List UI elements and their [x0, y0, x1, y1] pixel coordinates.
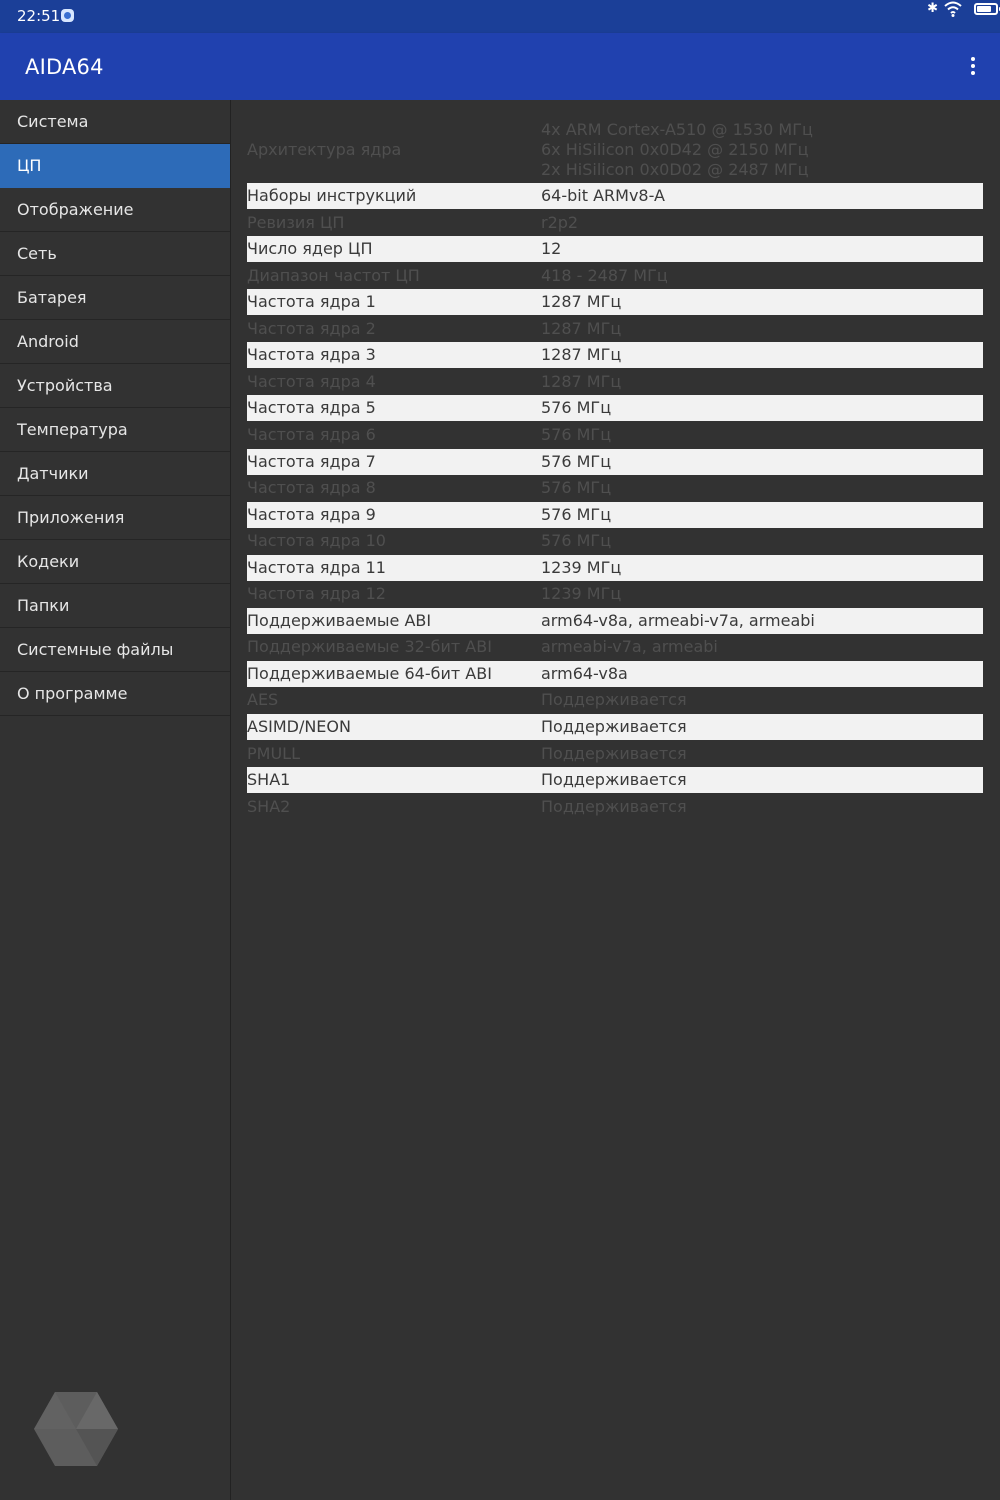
info-row	[247, 263, 983, 289]
sidebar-item-label: Кодеки	[17, 552, 80, 571]
info-row-label: Поддерживаемые 64-бит ABI	[247, 663, 492, 683]
arch-line-3: 2x HiSilicon 0x0D02 @ 2487 МГц	[541, 160, 809, 179]
sidebar-item-label: Батарея	[17, 288, 87, 307]
sidebar-item-label: ЦП	[17, 156, 42, 175]
status-bar	[0, 0, 1000, 33]
info-row-label: Частота ядра 12	[247, 584, 386, 604]
info-row-label: Частота ядра 11	[247, 557, 386, 577]
info-row-label: Ревизия ЦП	[247, 212, 345, 232]
status-time: 22:51	[17, 7, 61, 25]
info-row-value: armeabi-v7a, armeabi	[541, 637, 718, 657]
info-row-value: arm64-v8a, armeabi-v7a, armeabi	[541, 610, 815, 630]
info-row	[247, 502, 983, 528]
sidebar-item[interactable]	[0, 496, 230, 540]
notification-icon	[61, 9, 74, 22]
aida64-logo-icon	[34, 1392, 118, 1466]
arch-label: Архитектура ядра	[247, 140, 402, 159]
sidebar-item[interactable]	[0, 672, 230, 716]
sidebar-item[interactable]	[0, 144, 230, 188]
sidebar-item-label: Папки	[17, 596, 70, 615]
info-row-value: 1287 МГц	[541, 345, 622, 365]
info-row-value: Поддерживается	[541, 743, 687, 763]
info-row	[247, 661, 983, 687]
sidebar-item[interactable]	[0, 188, 230, 232]
sidebar	[0, 100, 231, 1500]
arch-line-1: 4x ARM Cortex-A510 @ 1530 МГц	[541, 120, 813, 139]
info-row	[247, 528, 983, 554]
info-row-value: 1287 МГц	[541, 292, 622, 312]
info-row	[247, 608, 983, 634]
info-row-value: 576 МГц	[541, 531, 612, 551]
info-row-label: Частота ядра 2	[247, 318, 376, 338]
info-row	[247, 342, 983, 368]
sidebar-item[interactable]	[0, 584, 230, 628]
info-row-label: ASIMD/NEON	[247, 717, 351, 736]
info-row	[247, 555, 983, 581]
sidebar-item[interactable]	[0, 628, 230, 672]
info-row-value: 1287 МГц	[541, 371, 622, 391]
sidebar-item-label: Android	[17, 332, 79, 351]
sidebar-item[interactable]	[0, 276, 230, 320]
info-row-value: Поддерживается	[541, 690, 687, 710]
info-row-label: Поддерживаемые 32-бит ABI	[247, 637, 492, 657]
info-row-value: 12	[541, 239, 562, 259]
info-row-label: Частота ядра 8	[247, 478, 376, 498]
info-row	[247, 741, 983, 767]
bluetooth-icon: ✱	[927, 1, 938, 16]
info-row-label: Частота ядра 7	[247, 451, 376, 471]
info-row-value: Поддерживается	[541, 717, 687, 736]
info-row-value: 64-bit ARMv8-A	[541, 186, 665, 205]
info-row-label: Частота ядра 4	[247, 371, 376, 391]
info-row-label: Частота ядра 6	[247, 424, 376, 444]
info-row-value: 576 МГц	[541, 451, 612, 471]
info-row-value: 1239 МГц	[541, 557, 622, 577]
info-row	[247, 395, 983, 421]
sidebar-item-label: О программе	[17, 684, 128, 703]
info-row-value: 418 - 2487 МГц	[541, 265, 668, 285]
sidebar-item-label: Система	[17, 112, 89, 131]
arch-row	[247, 120, 983, 180]
info-row-label: Наборы инструкций	[247, 186, 417, 205]
info-row	[247, 634, 983, 660]
sidebar-item-label: Приложения	[17, 508, 125, 527]
battery-icon	[974, 3, 998, 15]
info-row-label: SHA2	[247, 796, 291, 816]
info-row-label: SHA1	[247, 770, 291, 790]
sidebar-item-label: Отображение	[17, 200, 134, 219]
info-row	[247, 714, 983, 740]
app-title: AIDA64	[25, 55, 104, 79]
info-row-value: 576 МГц	[541, 398, 612, 418]
info-row-label: Частота ядра 5	[247, 398, 376, 418]
sidebar-item[interactable]	[0, 232, 230, 276]
sidebar-item[interactable]	[0, 364, 230, 408]
info-row-value: 576 МГц	[541, 504, 612, 524]
info-row-value: 1239 МГц	[541, 584, 622, 604]
info-row	[247, 236, 983, 262]
info-row-value: 576 МГц	[541, 478, 612, 498]
info-row	[247, 794, 983, 820]
cpu-info-panel	[231, 100, 1000, 1500]
sidebar-item-label: Сеть	[17, 244, 57, 263]
arch-line-2: 6x HiSilicon 0x0D42 @ 2150 МГц	[541, 140, 809, 159]
info-row	[247, 475, 983, 501]
info-row	[247, 210, 983, 236]
app-bar	[0, 33, 1000, 100]
info-row-label: PMULL	[247, 743, 300, 763]
sidebar-item[interactable]	[0, 100, 230, 144]
info-row-label: Диапазон частот ЦП	[247, 265, 420, 285]
overflow-menu-icon[interactable]	[970, 57, 976, 77]
info-row-label: Частота ядра 3	[247, 345, 376, 365]
info-row-label: Частота ядра 1	[247, 292, 376, 312]
info-row-label: Число ядер ЦП	[247, 239, 373, 259]
info-row	[247, 581, 983, 607]
sidebar-item[interactable]	[0, 408, 230, 452]
info-row-value: r2p2	[541, 212, 579, 232]
info-row-label: AES	[247, 690, 279, 710]
info-row-value: 576 МГц	[541, 424, 612, 444]
info-row-label: Поддерживаемые ABI	[247, 610, 432, 630]
info-row-label: Частота ядра 10	[247, 531, 386, 551]
info-row	[247, 767, 983, 793]
arch-value	[541, 120, 813, 180]
sidebar-item[interactable]	[0, 320, 230, 364]
sidebar-nav	[0, 100, 230, 716]
info-row	[247, 422, 983, 448]
sidebar-item-label: Датчики	[17, 464, 89, 483]
info-row-value: Поддерживается	[541, 770, 687, 790]
info-row	[247, 183, 983, 209]
info-row-value: arm64-v8a	[541, 663, 628, 683]
info-row	[247, 289, 983, 315]
info-row-label: Частота ядра 9	[247, 504, 376, 524]
info-row	[247, 687, 983, 713]
info-row	[247, 316, 983, 342]
sidebar-item-label: Устройства	[17, 376, 113, 395]
info-row-value: Поддерживается	[541, 796, 687, 816]
sidebar-item-label: Температура	[17, 420, 128, 439]
sidebar-item[interactable]	[0, 452, 230, 496]
sidebar-item[interactable]	[0, 540, 230, 584]
info-row-value: 1287 МГц	[541, 318, 622, 338]
wifi-icon	[944, 0, 962, 18]
sidebar-item-label: Системные файлы	[17, 640, 174, 659]
info-row	[247, 369, 983, 395]
info-row	[247, 449, 983, 475]
